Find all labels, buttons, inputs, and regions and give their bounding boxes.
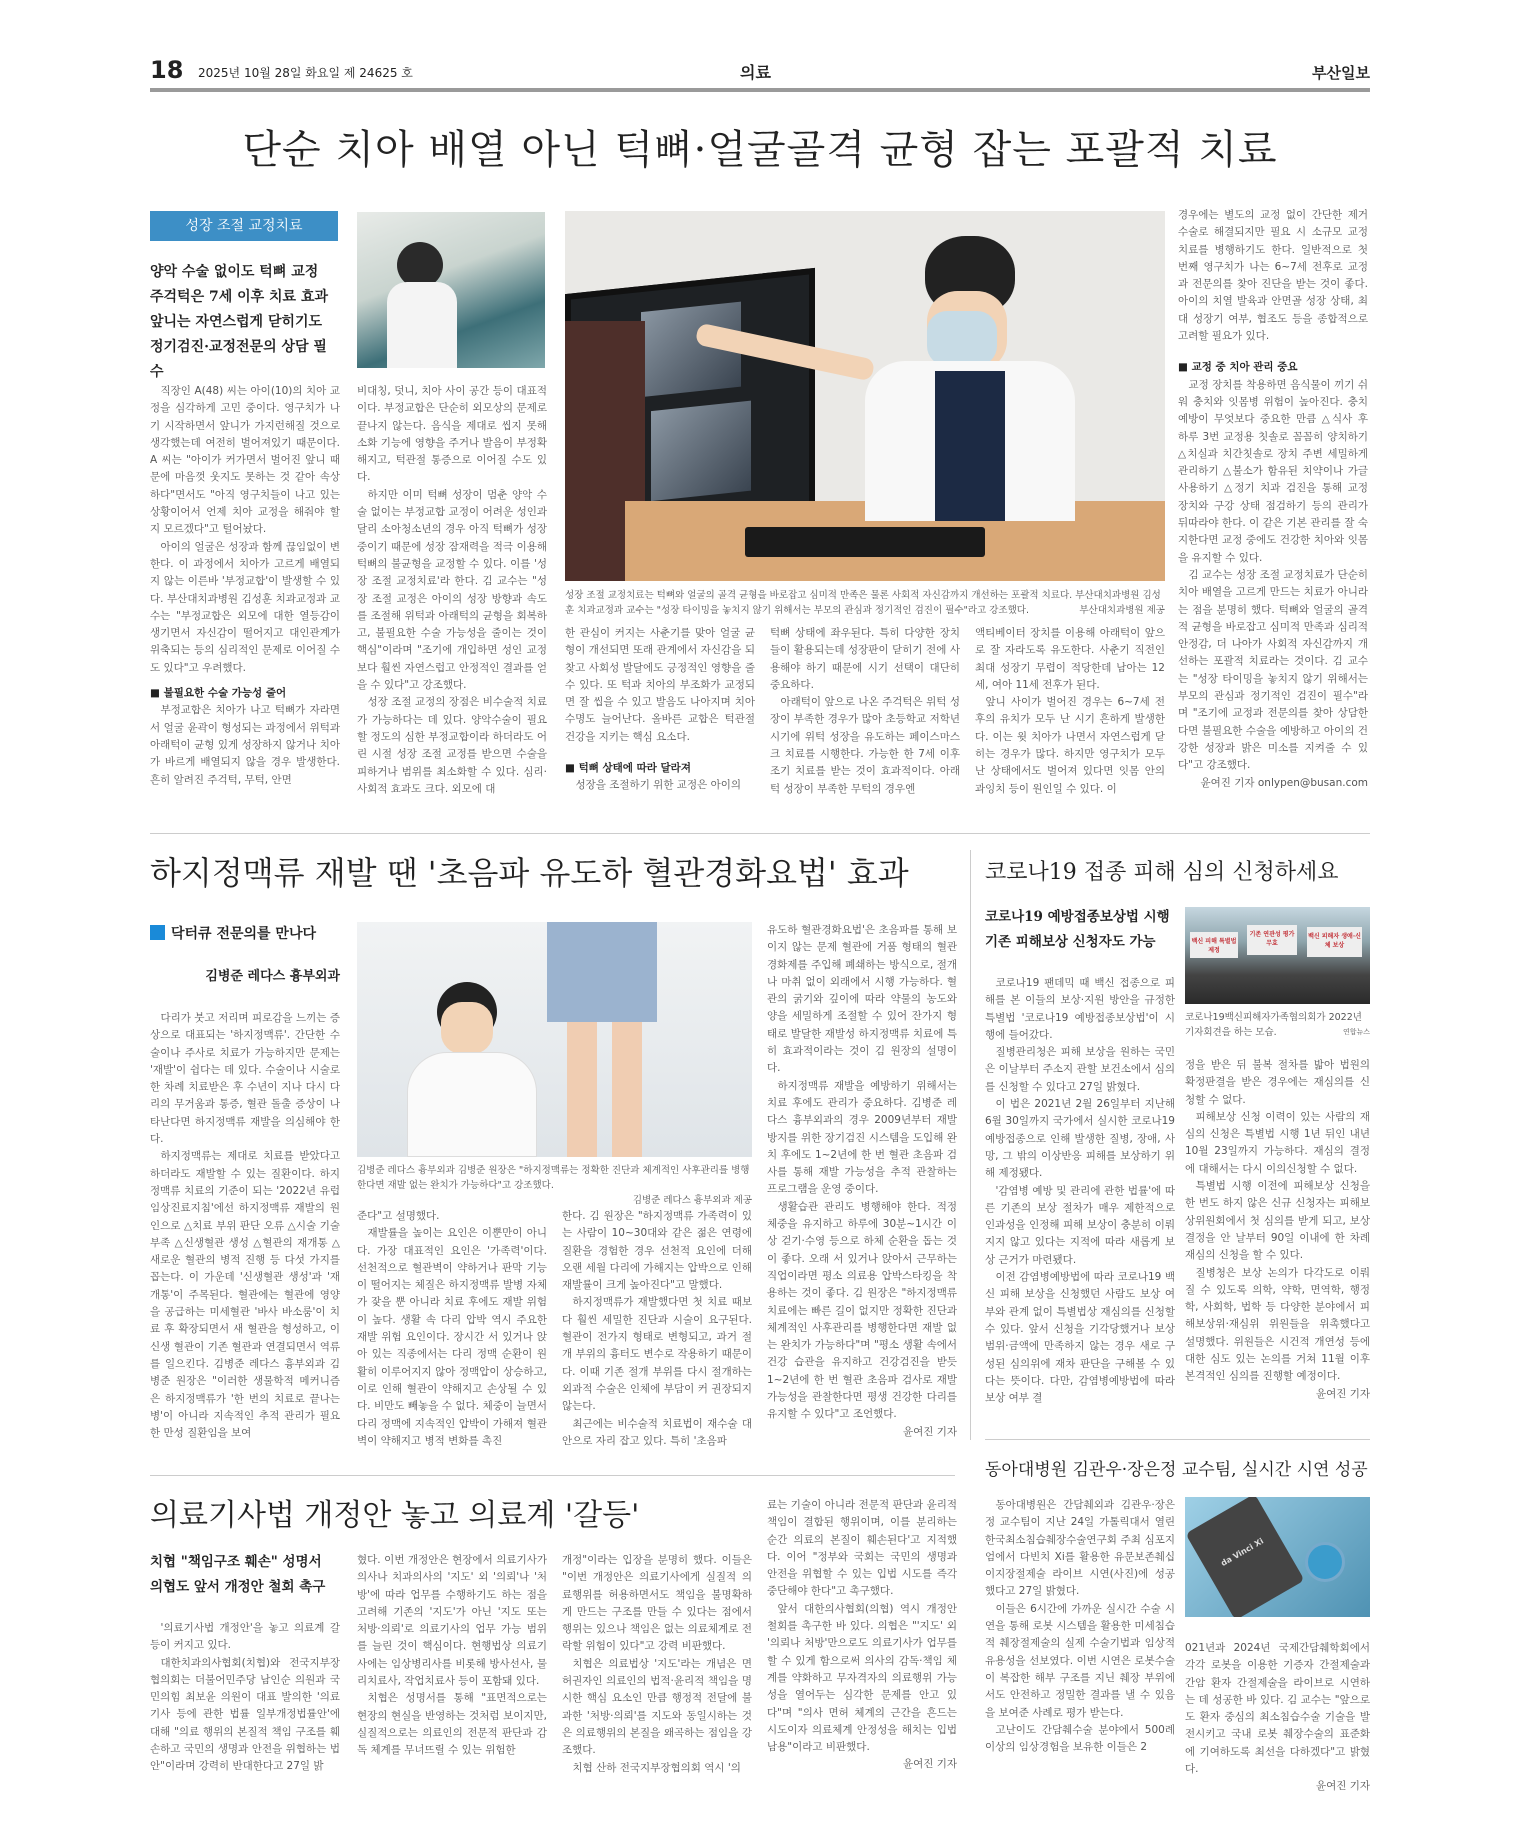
article5-headline: 동아대병원 김관우·장은정 교수팀, 실시간 시연 성공 [985, 1460, 1368, 1480]
article1-photo-caption [565, 588, 1165, 618]
paragraph: 정을 받은 뒤 불복 절차를 밟아 법원의 확정판결을 받은 경우에는 재심의를 신청할 수 없다. [1185, 1059, 1370, 1106]
caption-text: 김병준 레다스 흉부외과 김병준 원장은 "하지정맥류는 정확한 진단과 체계적인 사후관리를 병행한다면 재발 없는 완치가 가능하다"고 강조했다. [357, 1165, 750, 1191]
page-number: 18 [150, 56, 184, 84]
article5-photo [1185, 1497, 1370, 1617]
paragraph: 피해보상 신청 이력이 있는 사람의 재심의 신청은 특별법 시행 1년 뒤인 내년 10월 23일까지 가능하다. 재심의 결정에 대해서는 다시 이의신청할 수 없다. [1185, 1110, 1370, 1175]
paragraph: 이전 감염병예방법에 따라 코로나19 백신 피해 보상을 신청했던 사람도 보상 여부와 관계 없이 특별법상 재심의를 신청할 수 있다. 앞서 신청을 기각당했거나 보상 범위·금액에 만족하지 않는 경우 새로 구성된 심의위에 재차 판단을 구해볼 수 있다는 뜻이다. 다만, 감염병예방법에 따라 보상 여부 결 [985, 1271, 1175, 1405]
paragraph: 아래턱이 앞으로 나온 주걱턱은 위턱 성장이 부족한 경우가 많아 초등학교 저학년 시기에 위턱 성장을 유도하는 페이스마스크 치료를 시행한다. 가능한 한 7세 이후 조기 치료를 받는 것이 효과적이다. 아래턱 성장이 부족한 무턱의 경우엔 [770, 696, 960, 795]
article3-photo-caption [1185, 1010, 1370, 1040]
paragraph: 하지정맥류는 제대로 치료를 받았다고 하더라도 재발할 수 있는 질환이다. 하지정맥류 치료의 기준이 되는 '2022년 유럽임상진료지침'에선 하지정맥류 재발의 원인으로 △치료 부위 판단 오류 △시술 기술 부족 △신생혈관 생성 △혈관의 재개통 △새로운 혈관의 병적 진행 등 다섯 가지를 꼽는다. 이 가운데 '신생혈관 생성'과 '재개통'이 주목된다. 혈관에는 혈관에 영양을 공급하는 미세혈관 '바사 바소룸'이 치료 후 확장되면서 새 혈관을 형성하고, 이 신생 혈관이 기존 혈관과 연결되면서 역류를 일으킨다. 김병준 레다스 흉부외과 김병준 원장은 "이러한 생물학적 메커니즘은 하지정맥류가 '한 번의 치료로 끝나는 병'이 아니라 지속적인 추적 관리가 필요한 만성 질환임을 보여 [150, 1150, 340, 1440]
article3-headline: 코로나19 접종 피해 심의 신청하세요 [985, 860, 1339, 885]
masthead [150, 52, 1370, 92]
paragraph: 생활습관 관리도 병행해야 한다. 적정 체중을 유지하고 하루에 30분~1시간 이상 걷기·수영 등으로 하체 순환을 돕는 것이 좋다. 오래 서 있거나 앉아서 근무하는 직업이라면 평소 의료용 압박스타킹을 착용하는 것이 좋다. 김 원장은 "하지정맥류 치료에는 빠른 길이 없지만 정확한 진단과 체계적인 사후관리를 병행한다면 재발 없는 완치가 가능하다"며 "평소 생활 속에서 건강 습관을 유지하고 건강검진을 받듯 1~2년에 한 번 혈관 초음파 검사로 재발 가능성을 관찰한다면 평생 건강한 다리를 유지할 수 있다"고 조언했다. [767, 1200, 957, 1421]
article2-photo-caption [357, 1163, 752, 1208]
article3-photo [1185, 907, 1370, 1004]
section-subhead: ■ 교정 중 치아 관리 중요 [1178, 361, 1298, 374]
article1-col3 [565, 625, 755, 795]
robot-arm-icon: da Vinci Xi [1185, 1497, 1304, 1617]
article3-subheads [985, 905, 1175, 955]
paragraph: 한 관심이 커지는 사춘기를 맞아 얼굴 균형이 개선되면 또래 관계에서 자신감을 되찾고 사회성 발달에도 긍정적인 영향을 줄 수 있다. 또 턱과 치아의 부조화가 교정되면 잘 씹을 수 있고 발음도 나아지며 치아 수명도 늘어난다. 올바른 교합은 턱관절 건강을 지키는 핵심 요소다. [565, 627, 755, 743]
paragraph: 치협은 의료법상 '지도'라는 개념은 면허권자인 의료인의 법적·윤리적 책임을 명시한 핵심 요소인 만큼 행정적 전달에 불과한 '처방·의뢰'를 지도와 동일시하는 것은 의료행위의 본질을 왜곡하는 점임을 강조했다. [562, 1657, 752, 1757]
paragraph: 하지만 이미 턱뼈 성장이 멈춘 양악 수술 없이는 부정교합 교정이 어려운 성인과 달리 소아청소년의 경우 아직 턱뼈가 성장 중이기 때문에 성장 잠재력을 적극 이용해 턱뼈의 불균형을 교정할 수 있다. 이를 '성장 조절 교정치료'라 한다. 김 교수는 "성장 조절 교정은 아이의 성장 방향과 속도를 조절해 위턱과 아래턱의 균형을 회복하고, 불필요한 수술 가능성을 줄이는 것이 핵심"이라며 "조기에 개입하면 성인 교정보다 훨씬 자연스럽고 안정적인 결과를 얻을 수 있다"고 강조했다. [357, 488, 547, 692]
paragraph: 최근에는 비수술적 치료법이 재수술 대안으로 자리 잡고 있다. 특히 '초음파 [562, 1417, 752, 1447]
subhead-line: 양악 수술 없이도 턱뼈 교정 [150, 264, 319, 280]
article2-author: 김병준 레다스 흉부외과 [205, 969, 340, 984]
article1-col1 [150, 383, 340, 789]
section-subhead: ■ 불필요한 수술 가능성 줄어 [150, 687, 287, 700]
keyboard-icon [745, 527, 985, 557]
paragraph: 경우에는 별도의 교정 없이 간단한 제거 수술로 해결되지만 필요 시 소규모 교정 치료를 병행하기도 한다. 일반적으로 첫 번째 영구치가 나는 6~7세 전후로 교정과 전문의를 찾아 진단을 받는 것이 좋다. 아이의 치열 발육과 안면골 성장 상태, 최대 성장기 여부, 협조도 등을 종합적으로 고려할 필요가 있다. [1178, 209, 1368, 343]
article4-subheads [150, 1550, 350, 1600]
paragraph: 코로나19 팬데믹 때 백신 접종으로 피해를 본 이들의 보상·지원 방안을 규정한 특별법 '코로나19 예방접종보상법'이 시행에 들어갔다. [985, 977, 1175, 1041]
divider [150, 1475, 955, 1476]
paragraph: 액티베이터 장치를 이용해 아래턱이 앞으로 잘 자라도록 유도한다. 사춘기 직전인 최대 성장기 무렵이 적당한데 남아는 12세, 여아 11세 전후가 된다. [975, 627, 1165, 691]
leg-icon [612, 1022, 642, 1157]
divider [150, 833, 1370, 834]
article5-col2 [1185, 1640, 1370, 1793]
article5-byline: 윤여진 기자 [1315, 1780, 1370, 1793]
article4-headline: 의료기사법 개정안 놓고 의료계 '갈등' [150, 1498, 640, 1533]
article1-headline: 단순 치아 배열 아닌 턱뼈·얼굴골격 균형 잡는 포괄적 치료 [242, 127, 1278, 173]
article1-byline: 윤여진 기자 onlypen@busan.com [1200, 776, 1368, 789]
paragraph: 준다"고 설명했다. [357, 1210, 440, 1222]
paragraph: 특별법 시행 이전에 피해보상 신청을 한 번도 하지 않은 신규 신청자는 피해보상위원회에서 첫 심의를 받게 되고, 보상 결정을 안 날부터 90일 이내에 한 차례 재심의 신청을 할 수 있다. [1185, 1180, 1370, 1262]
article2-series [150, 923, 316, 943]
paragraph: 021년과 2024년 국제간담췌학회에서 각각 로봇을 이용한 기증자 간절제술과 간암 환자 간절제술을 라이브로 시연하는 데 성공한 바 있다. 김 교수는 "앞으로도 환자 중심의 최소침습수술 기술을 발전시키고 국내 로봇 췌장수술의 표준화에 기여하도록 최선을 다하겠다"고 밝혔다. [1185, 1642, 1370, 1776]
subhead-line: 정기검진·교정전문의 상담 필수 [150, 339, 327, 380]
paragraph: 직장인 A(48) 씨는 아이(10)의 치아 교정을 심각하게 고민 중이다. 영구치가 나기 시작하면서 앞니가 가지런해질 것으로 생각했는데 여전히 벌어져있기 때문이다. A 씨는 "아이가 커가면서 벌어진 앞니 때문에 마음껏 웃지도 못하는 것 같아 속상하다"면서도 "아직 영구치들이 나고 있는 상황이어서 언제 치아 교정을 해줘야 할 지 모르겠다"고 털어놨다. [150, 385, 340, 536]
doctor-face-icon [441, 1002, 493, 1054]
article4-col1 [150, 1620, 340, 1776]
paragraph: '의료기사법 개정안'을 놓고 의료계 갈등이 커지고 있다. [150, 1622, 340, 1652]
article3-byline: 윤여진 기자 [1315, 1387, 1370, 1400]
subhead-line: 앞니는 자연스럽게 닫히기도 [150, 314, 323, 330]
section-subhead: ■ 턱뼈 상태에 따라 달라져 [565, 762, 691, 775]
caption-text: 성장 조절 교정치료는 턱뼈와 얼굴의 골격 균형을 바로잡고 심미적 만족은 물론 사회적 자신감까지 개선하는 포괄적 치료다. 부산대치과병원 김성훈 치과교정과 교수는 "성장 타이밍을 놓치지 않기 위해서는 부모의 관심과 정기적인 검진이 필수"라고 강조했다. [565, 590, 1161, 616]
leg-icon [567, 1022, 597, 1157]
face-mask-icon [927, 311, 997, 366]
paragraph: 비대칭, 덧니, 치아 사이 공간 등이 대표적이다. 부정교합은 단순히 외모상의 문제로 끝나지 않는다. 음식을 제대로 씹지 못해 소화 기능에 영향을 주거나 발음이 부정확해지고, 턱관절 통증으로 이어질 수도 있다. [357, 385, 547, 484]
caption-text: 코로나19백신피해자가족협의회가 2022년 기자회견을 하는 모습. [1185, 1012, 1362, 1038]
paragraph: 한다. 김 원장은 "하지정맥류 가족력이 있는 사람이 10~30대와 같은 젊은 연령에 질환을 경험한 경우 선천적 요인에 더해 오랜 세월 다리에 가해지는 압박으로 인해 재발률이 크게 높아진다"고 말했다. [562, 1210, 752, 1292]
white-coat-icon [407, 1052, 537, 1157]
subhead-line: 코로나19 예방접종보상법 시행 [985, 909, 1170, 925]
paragraph: 질병청은 보상 논의가 다각도로 이뤄질 수 있도록 의학, 약학, 면역학, 행정학, 사회학, 법학 등 다양한 분야에서 피해보상위·재심위 위원들을 위촉했다고 설명했다. 위원들은 시건적 개연성 등에 대한 심도 있는 논의를 거쳐 11월 이후 본격적인 심의를 진행할 예정이다. [1185, 1266, 1370, 1383]
protest-sign: 기존 연관성 평가 무효 [1247, 925, 1297, 955]
column-divider [970, 850, 971, 1440]
article2-byline: 윤여진 기자 [902, 1425, 957, 1438]
paragraph: 혔다. 이번 개정안은 현장에서 의료기사가 의사나 치과의사의 '지도' 외 '의뢰'나 '처방'에 따라 업무를 수행하기도 하는 점을 고려해 기존의 '지도'가 아닌 '지도 또는 처방·의뢰'로 의료기사의 업무 가능 범위를 늘린 것이 핵심이다. 현행법상 의료기사에는 임상병리사를 비롯해 방사선사, 물리치료사, 작업치료사 등이 포함돼 있다. [357, 1554, 547, 1688]
article2-col1 [150, 1010, 340, 1442]
surgeon-icon [1305, 1542, 1345, 1582]
paragraph: 턱뼈 상태에 좌우된다. 특히 다양한 장치들이 활용되는데 성장판이 닫히기 전에 사용해야 하기 때문에 시기 선택이 대단히 중요하다. [770, 627, 960, 691]
protest-sign: 백신 피해 특별법 제정 [1190, 932, 1238, 958]
article2-col4 [767, 922, 957, 1439]
dateline: 2025년 10월 28일 화요일 제 24625 호 [198, 66, 413, 80]
paragraph: 재발률을 높이는 요인은 이뿐만이 아니다. 가장 대표적인 요인은 '가족력'이다. 선천적으로 혈관벽이 약하거나 판막 기능이 떨어지는 체질은 하지정맥류 발병 자체가 잦을 뿐 아니라 치료 후에도 재발 위험이 높다. 생활 속 다리 압박 역시 주요한 재발 위험 요인이다. 장시간 서 있거나 앉아 있는 직종에서는 다리 정맥 순환이 원활히 이루어지지 않아 정맥압이 상승하고, 이로 인해 혈관이 약해지고 손상될 수 있다. 비만도 빼놓을 수 없다. 체중이 늘면서 다리 정맥에 지속적인 압박이 가해져 혈관벽이 약해지고 병적 변화를 촉진 [357, 1227, 547, 1447]
photo-credit: 부산대치과병원 제공 [1079, 605, 1165, 616]
subhead-line: 주걱턱은 7세 이후 치료 효과 [150, 289, 329, 305]
paragraph: 김 교수는 성장 조절 교정치료가 단순히 치아 배열을 고르게 만드는 치료가 아니라는 점을 분명히 했다. 턱뼈와 얼굴의 골격적 균형을 바로잡고 심미적 만족과 심리적 안정감, 더 나아가 사회적 자신감까지 개선하는 포괄적 치료라는 것이다. 김 교수는 "성장 타이밍을 놓치지 않기 위해서는 부모의 관심과 정기적인 검진이 필수"라며 "조기에 교정과 전문의를 찾아 상담한다면 불필요한 수술을 예방하고 아이의 건강한 성장과 밝은 미소를 지켜줄 수 있다"고 강조했다. [1178, 568, 1368, 772]
article2-col3 [562, 1208, 752, 1450]
subhead-line: 기존 피해보상 신청자도 가능 [985, 934, 1156, 950]
article1-col4 [770, 625, 960, 798]
blue-square-icon [150, 925, 165, 940]
paragraph: 대한치과의사협회(치협)와 전국지부장협의회는 더불어민주당 남인순 의원과 국민의힘 최보윤 의원이 대표 발의한 '의료기사 등에 관한 법률 일부개정법률안'에 대해 "의료 행위의 본질적 책임 구조를 훼손하고 국민의 생명과 안전을 위협하는 법안"이라며 강력히 반대한다고 27일 밝 [150, 1656, 340, 1773]
subhead-line: 치협 "책임구조 훼손" 성명서 [150, 1554, 322, 1570]
article1-main-photo [565, 211, 1165, 581]
article4-col2 [357, 1552, 547, 1760]
paragraph: 교정 장치를 착용하면 음식물이 끼기 쉬워 충치와 잇몸병 위험이 높아진다. 충치 예방이 무엇보다 중요한 만큼 △식사 후 하루 3번 교정용 칫솔로 꼼꼼히 양치하기 △치실과 치간칫솔로 장치 주변 세밀하게 관리하기 △불소가 함유된 치약이나 가글 사용하기 △정기 치과 검진을 통해 교정 장치와 구강 상태 점검하기 등의 관리가 뒤따라야 한다. 이 같은 기본 관리를 잘 숙지한다면 교정 중에도 건강한 치아와 잇몸을 유지할 수 있다. [1178, 378, 1368, 564]
patient-shorts-icon [547, 922, 657, 1022]
paragraph: 고난이도 간담췌수술 분야에서 500례 이상의 임상경험을 보유한 이들은 2 [985, 1723, 1175, 1754]
paragraph: 앞니 사이가 벌어진 경우는 6~7세 전후의 유치가 모두 난 시기 흔하게 발생한다. 이는 윗 치아가 나면서 자연스럽게 닫히는 경우가 많다. 하지만 영구치가 모두 난 상태에서도 벌어져 있다면 잇몸 안의 과잉치 등이 원인일 수 있다. 이 [975, 696, 1165, 795]
paragraph: '감염병 예방 및 관리에 관한 법률'에 따른 기존의 보상 절차가 매우 제한적으로 인과성을 인정해 피해 보상이 충분히 이뤄지지 않고 있다는 지적에 따라 새롭게 보상 근거가 마련됐다. [985, 1184, 1175, 1266]
article1-col6 [1178, 207, 1368, 790]
article3-col1 [985, 975, 1175, 1407]
paragraph: 다리가 붓고 저리며 피로감을 느끼는 증상으로 대표되는 '하지정맥류'. 간단한 수술이나 주사로 치료가 가능하지만 문제는 '재발'이 쉽다는 데 있다. 수술이나 시술로 한 차례 치료받은 후 수년이 지나 다시 다리의 무거움과 통증, 혈관 돌출 증상이 나타난다면 하지정맥류 재발을 의심해야 한다. [150, 1012, 340, 1146]
navy-shirt-icon [935, 371, 1005, 521]
paragraph: 개정"이라는 입장을 분명히 했다. 이들은 "이번 개정안은 의료기사에게 실질적 의료행위를 허용하면서도 책임을 불명확하게 만드는 구조를 만들 수 있다는 점에서 행위는 있으나 책임은 없는 의료체계로 전락할 위험이 있다"고 강력 비판했다. [562, 1554, 752, 1653]
article2-col2 [357, 1208, 547, 1450]
article3-col2 [1185, 1057, 1370, 1401]
article4-col3 [562, 1552, 752, 1777]
paragraph: 질병관리청은 피해 보상을 원하는 국민은 이날부터 주소지 관할 보건소에서 심의를 신청할 수 있다고 27일 밝혔다. [985, 1046, 1175, 1093]
article1-subheads [150, 260, 340, 385]
section-title: 의료 [740, 63, 771, 82]
article5-col1 [985, 1497, 1175, 1756]
article1-col5 [975, 625, 1165, 798]
article1-small-photo [357, 212, 545, 368]
article2-headline: 하지정맥류 재발 땐 '초음파 유도하 혈관경화요법' 효과 [150, 854, 909, 892]
paragraph: 동아대병원은 간담췌외과 김관우·장은정 교수팀이 지난 24일 가톨릭대서 열린 한국최소침습췌장수술연구회 주최 심포지엄에서 다빈치 Xi를 활용한 유문보존췌십이지장절제술 라이브 시연(사진)에 성공했다고 27일 밝혔다. [985, 1499, 1175, 1598]
doctor-coat-icon [387, 282, 457, 368]
protest-sign: 백신 피해자 생애·신체 보상 [1307, 927, 1362, 957]
paragraph: 성장 조절 교정의 장점은 비수술적 치료가 가능하다는 데 있다. 양악수술이 필요할 정도의 심한 부정교합이라 하더라도 어린 시절 성장 조절 교정를 받으면 수술을 피하거나 범위를 최소화할 수 있다. 심리·사회적 효과도 크다. 외모에 대 [357, 696, 547, 795]
paragraph: 하지정맥류가 재발했다면 첫 치료 때보다 훨씬 세밀한 진단과 시술이 요구된다. 혈관이 전가지 형태로 변형되고, 과거 절개 부위의 흉터도 변수로 작용하기 때문이다. 이때 기존 절개 부위를 다시 절개하는 외과적 수술은 인체에 부담이 커 권장되지 않는다. [562, 1296, 752, 1413]
divider [985, 1439, 1370, 1440]
paragraph: 아이의 얼굴은 성장과 함께 끊임없이 변한다. 이 과정에서 치아가 고르게 배열되지 않는 이른바 '부정교합'이 발생할 수 있다. 부산대치과병원 김성훈 치과교정과 교수는 "부정교합은 외모에 대한 열등감이 생기면서 자신감이 떨어지고 대인관계가 위축되는 등의 심리적인 문제로 이어질 수도 있다"고 우려했다. [150, 540, 340, 674]
paragraph: 하지정맥류 재발을 예방하기 위해서는 치료 후에도 관리가 중요하다. 김병준 레다스 흉부외과의 경우 2009년부터 재발 방지를 위한 장기검진 시스템을 도입해 완치 후에도 1~2년에 한 번 혈관 초음파 검사를 통해 재발 가능성을 추적 관찰하는 프로그램을 운영 중이다. [767, 1079, 957, 1196]
paragraph: 이 법은 2021년 2월 26일부터 지난해 6월 30일까지 국가에서 실시한 코로나19 예방접종으로 인해 발생한 질병, 장애, 사망, 그 밖의 이상반응 피해를 보상하기 위해 제정됐다. [985, 1098, 1175, 1180]
subhead-line: 의협도 앞서 개정안 철회 촉구 [150, 1579, 326, 1595]
series-label: 닥터큐 전문의를 만나다 [171, 926, 316, 942]
paper-name: 부산일보 [1312, 64, 1370, 82]
paragraph: 이들은 6시간에 가까운 실시간 수술 시연을 통해 로봇 시스템을 활용한 미세침습적 췌장절제술의 실제 수술기법과 임상적 유용성을 선보였다. 이번 시연은 로봇수술이 복잡한 해부 구조를 지닌 췌장 부위에서도 안전하고 정밀한 결과를 낼 수 있음을 보여준 사례로 평가 받는다. [985, 1602, 1175, 1719]
article1-col2 [357, 383, 547, 798]
photo-credit: 김병준 레다스 흉부외과 제공 [632, 1195, 752, 1206]
article4-col4 [767, 1497, 957, 1771]
paragraph: 료는 기술이 아니라 전문적 판단과 윤리적 책임이 결합된 행위이며, 이를 분리하는 순간 의료의 본질이 훼손된다'고 지적했다. 이어 "정부와 국회는 국민의 생명과 안전을 위협할 수 있는 입법 시도를 즉각 중단해야 한다"고 촉구했다. [767, 1499, 957, 1598]
photo-credit: 연합뉴스 [1342, 1028, 1370, 1036]
paragraph: 부정교합은 치아가 나고 턱뼈가 자라면서 얼굴 윤곽이 형성되는 과정에서 위턱과 아래턱이 균형 있게 성장하지 않거나 치아가 바르게 배열되지 않을 경우 발생한다. 흔히 알려진 주걱턱, 무턱, 안면 [150, 704, 340, 786]
paragraph: 앞서 대한의사협회(의협) 역시 개정안 철회를 촉구한 바 있다. 의협은 "'지도' 외 '의뢰나 처방'만으로도 의료기사가 업무를 할 수 있게 함으로써 의사의 감독·책임 체계를 약화하고 무자격자의 의료행위 가능성을 열어두는 심각한 문제를 안고 있다"며 "의사 면허 체계의 근간을 흔드는 시도이자 의료체계 안정성을 해치는 입법 남용"이라고 비판했다. [767, 1602, 957, 1754]
paragraph: 치협은 성명서를 통해 "표면적으로는 현장의 현실을 반영하는 것처럼 보이지만, 실질적으로는 의료인의 전문적 판단과 감독 체계를 무너뜨릴 수 있는 위험한 [357, 1692, 547, 1757]
article2-photo [357, 922, 752, 1157]
paragraph: 치협 산하 전국지부장협의회 역시 '의 [572, 1761, 741, 1774]
paragraph: 성장을 조절하기 위한 교정은 아이의 [575, 779, 741, 792]
paragraph: 유도하 혈관경화요법'은 초음파를 통해 보이지 않는 문제 혈관에 거품 형태의 혈관경화제를 주입해 폐쇄하는 방식으로, 절개나 마취 없이 외래에서 시행 가능하다. 혈관의 굵기와 깊이에 따라 약물의 농도와 양을 세밀하게 조절할 수 있어 잔가지 형태로 발달한 재발성 하지정맥류 치료에 특히 효과적이라는 것이 김 원장의 설명이다. [767, 924, 957, 1075]
article1-tag: 성장 조절 교정치료 [150, 211, 338, 241]
article4-byline: 윤여진 기자 [902, 1758, 957, 1771]
